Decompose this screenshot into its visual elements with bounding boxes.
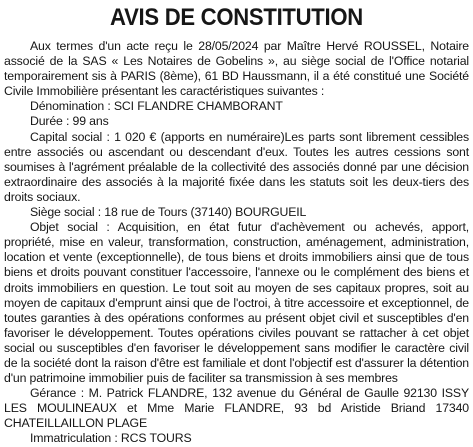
management-paragraph: Gérance : M. Patrick FLANDRE, 132 avenue du Général de Gaulle 92130 ISSY LES MOULINEAUX et Mme Marie FLANDRE, 93 bd Aristide Briand 17340 CHATEILLAILLON PLAGE — [4, 386, 469, 431]
duration-line: Durée : 99 ans — [30, 114, 109, 129]
head-office-line: Siège social : 18 rue de Tours (37140) BOURGUEIL — [30, 205, 307, 220]
corporate-purpose-paragraph: Objet social : Acquisition, en état futur d'achèvement ou achevés, apport, propriété, mise en valeur, transformation, construction, aménagement, administration, location et vente (exceptionnelle), de tous biens et droits immobiliers ainsi que de tous biens et droits pouvant constituer l'accessoire, l'annexe ou le complément des biens et droits immobiliers en question. Le tout soit au moyen de ses capitaux propres, soit au moyen de capitaux d'emprunt ainsi que de l'octroi, à titre accessoire et exceptionnel, de toutes garanties à des opérations conformes au présent objet civil et susceptibles d'en favoriser le développement. Toutes opérations civiles pouvant se rattacher à cet objet social ou susceptibles d'en favoriser le développement sans modifier le caractère civil de la société dont la raison d'être est familiale et dont l'objectif est d'assurer la détention d'un patrimoine immobilier puis de faciliter sa transmission à ses membres — [4, 220, 469, 386]
capital-paragraph: Capital social : 1 020 € (apports en numéraire)Les parts sont librement cessibles entre associés ou ascendant ou descendant d'eux. Toutes les autres cessions sont soumises à l'agrément préalable de la collectivité des associés donné par une décision extraordinaire des associés à la majorité fixée dans les statuts soit les deux-tiers des droits sociaux. — [4, 129, 469, 204]
denomination-line: Dénomination : SCI FLANDRE CHAMBORANT — [30, 99, 283, 114]
registration-line: Immatriculation : RCS TOURS — [30, 431, 192, 446]
intro-paragraph: Aux termes d'un acte reçu le 28/05/2024 par Maître Hervé ROUSSEL, Notaire associé de la SAS « Les Notaires de Gobelins », au siège social de l'Office notarial temporairement sis à PARIS (8ème), 61 BD Haussmann, il a été constitué une Société Civile Immobilière présentant les caractéristiques suivantes : — [4, 39, 469, 99]
notice-title: AVIS DE CONSTITUTION — [110, 4, 363, 31]
